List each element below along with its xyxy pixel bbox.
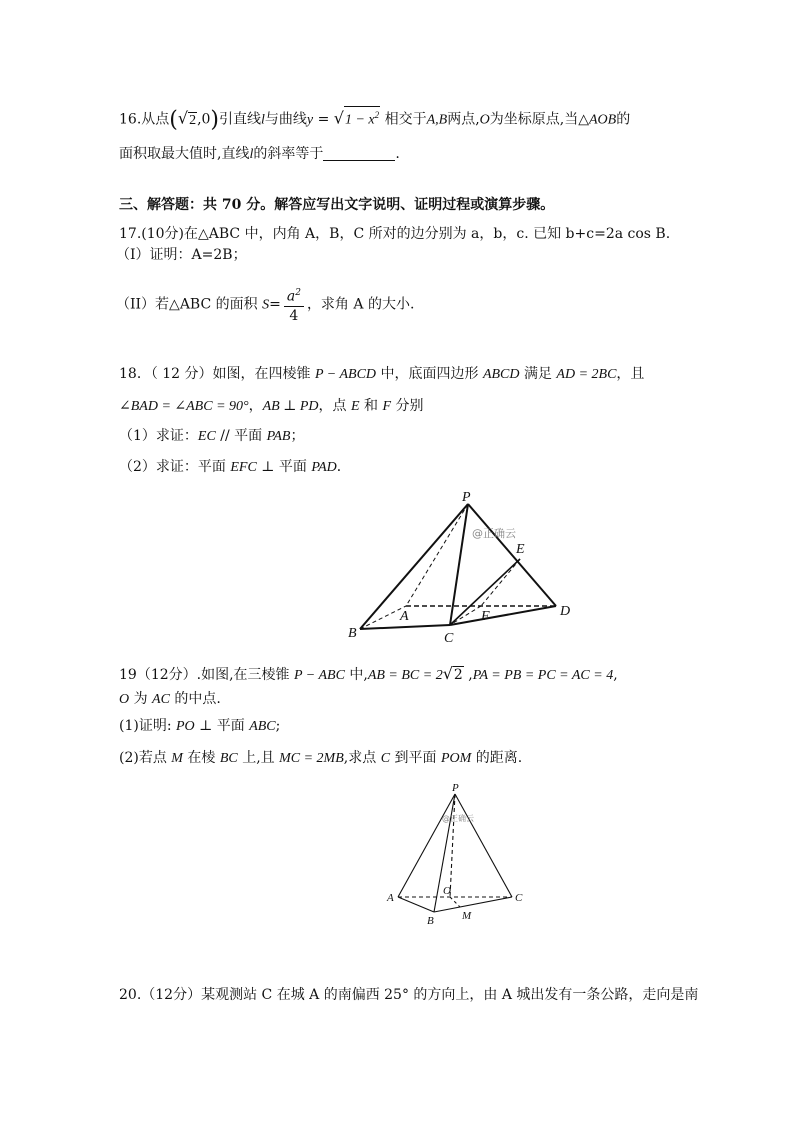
label-C: C (444, 631, 454, 645)
q18-line2: ∠BAD = ∠ABC = 90°，AB ⊥ PD，点 E 和 F 分别 (119, 398, 424, 414)
section-3-title: 三、解答题：共 70 分。解答应写出文字说明、证明过程或演算步骤。 (119, 197, 555, 213)
q19-tetrahedron-figure (380, 780, 530, 930)
label-O: O (443, 885, 451, 897)
label-P: P (452, 782, 459, 794)
answer-blank (323, 146, 395, 161)
q17-part1: （I）证明：A=2B； (116, 247, 247, 263)
q16-line2: 面积取最大值时,直线l的斜率等于 . (119, 146, 400, 162)
q17-stem: 17.(10分)在△ABC 中，内角 A，B，C 所对的边分别为 a，b，c. 已知 b+c=2a cos B. (119, 226, 671, 242)
q16-line1: 16.从点(√2,0)引直线l与曲线$y = √1 - x^2$ 相交于A,B两点,O为坐标原点,当△AOB的 (119, 107, 631, 133)
watermark: @正确云 (442, 814, 474, 823)
fraction: $\frac{a^2}{4}$ (284, 284, 304, 325)
label-F: F (481, 609, 490, 624)
label-D: D (560, 604, 571, 619)
label-M: M (462, 910, 472, 922)
label-C: C (515, 892, 523, 904)
q19-line1: 19（12分）.如图,在三棱锥 P − ABC 中,AB = BC = 2√2 ,PA = PB = PC = AC = 4, (119, 664, 618, 683)
q19-part1: (1)证明: PO ⊥ 平面 ABC; (119, 718, 281, 734)
label-P: P (462, 490, 471, 505)
q18-pyramid-figure (340, 485, 590, 645)
q18-part2: （2）求证：平面 EFC ⊥ 平面 PAD． (119, 459, 351, 475)
q19-part2: (2)若点 M 在棱 BC 上,且 MC = 2MB,求点 C 到平面 POM 的距离. (119, 750, 523, 766)
label-B: B (427, 915, 434, 927)
label-E: E (516, 542, 525, 557)
q20-line1: 20.（12分）某观测站 C 在城 A 的南偏西 25° 的方向上，由 A 城出发有一条公路，走向是南 (119, 987, 699, 1003)
label-A: A (400, 609, 409, 624)
q18-line1: 18．（ 12 分）如图，在四棱锥 P − ABCD 中，底面四边形 ABCD 满足 AD = 2BC，且 (119, 366, 645, 382)
watermark: @正确云 (472, 527, 516, 540)
q17-part2: （II）若△ABC 的面积 S= $\frac{a^2}{4}$ ，求角 A 的大小. (116, 284, 414, 325)
q19-line2: O 为 AC 的中点. (119, 691, 221, 707)
label-A: A (387, 892, 394, 904)
q18-part1: （1）求证：EC // 平面 PAB； (119, 428, 305, 444)
label-B: B (348, 626, 357, 641)
